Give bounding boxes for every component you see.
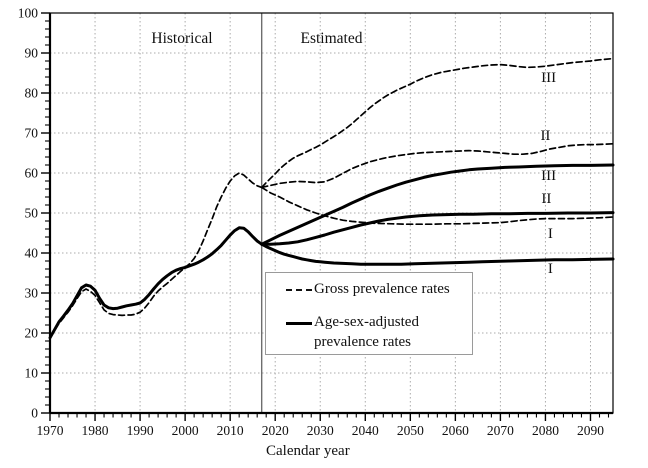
x-tick-label: 1990 xyxy=(126,423,154,438)
series-line-solid xyxy=(262,165,613,244)
y-tick-label: 10 xyxy=(24,365,38,381)
x-tick-label: 2000 xyxy=(171,423,199,438)
legend-entry-adjusted xyxy=(286,313,462,353)
y-tick-label: 50 xyxy=(24,205,38,221)
x-tick-label: 2090 xyxy=(576,423,604,438)
x-tick-label: 2070 xyxy=(486,423,514,438)
solid-line-swatch xyxy=(286,322,312,325)
y-tick-label: 0 xyxy=(31,405,38,421)
series-line-solid xyxy=(262,244,613,264)
scenario-label-adjusted: III xyxy=(541,168,557,184)
x-axis-title: Calendar year xyxy=(266,443,350,459)
x-tick-label: 2060 xyxy=(441,423,469,438)
scenario-label-gross: III xyxy=(541,70,557,86)
scenario-label-adjusted: I xyxy=(547,260,553,277)
series-line-solid xyxy=(262,213,613,245)
y-tick-label: 20 xyxy=(24,325,38,341)
region-label: Historical xyxy=(151,29,213,47)
legend-box xyxy=(265,272,473,355)
x-tick-label: 2080 xyxy=(531,423,559,438)
y-tick-label: 30 xyxy=(24,285,38,301)
legend-label xyxy=(314,313,419,353)
y-tick-label: 60 xyxy=(24,165,38,181)
legend-entry-gross xyxy=(286,280,462,300)
x-tick-label: 2030 xyxy=(306,423,334,438)
legend-label-line2: prevalence rates xyxy=(314,333,412,350)
x-tick-label: 1980 xyxy=(81,423,109,438)
scenario-label-gross: II xyxy=(540,128,551,144)
region-label: Estimated xyxy=(300,29,363,47)
scenario-label-gross: I xyxy=(547,226,553,242)
y-tick-label: 80 xyxy=(24,85,38,101)
y-tick-label: 40 xyxy=(24,245,38,261)
x-tick-label: 2010 xyxy=(216,423,244,438)
y-tick-label: 100 xyxy=(17,5,38,21)
y-tick-label: 70 xyxy=(24,125,38,141)
x-tick-label: 2020 xyxy=(261,423,289,438)
x-tick-label: 2040 xyxy=(351,423,379,438)
dashed-line-swatch xyxy=(286,289,312,291)
series-line-dashed xyxy=(262,59,613,188)
x-tick-label: 1970 xyxy=(36,423,64,438)
scenario-label-adjusted: II xyxy=(541,190,552,207)
legend-label-line1: Age-sex-adjusted xyxy=(314,313,419,330)
x-tick-label: 2050 xyxy=(396,423,424,438)
legend-label: Gross prevalence rates xyxy=(314,281,450,297)
y-tick-label: 90 xyxy=(24,45,38,61)
